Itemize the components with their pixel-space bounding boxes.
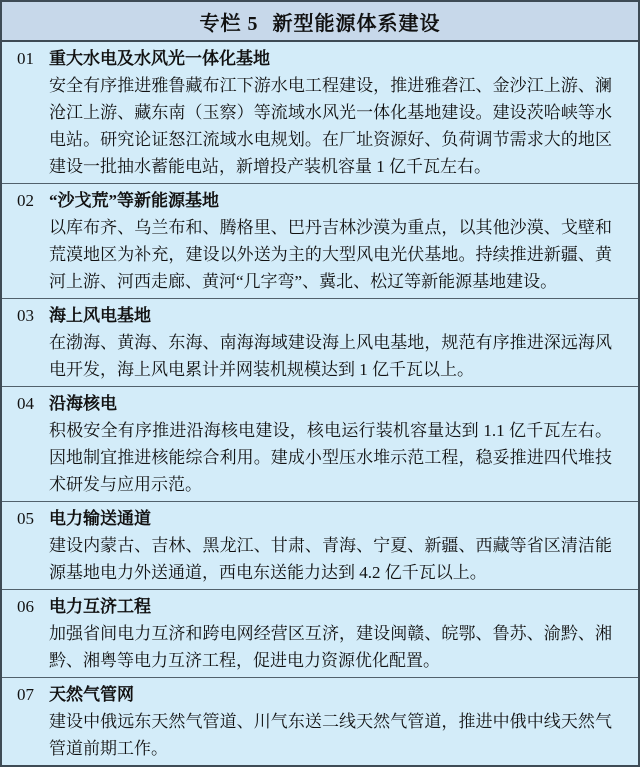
panel-title-text: 新型能源体系建设 <box>272 12 441 35</box>
section-content <box>49 681 612 762</box>
section-content <box>49 390 612 498</box>
section-content <box>49 187 612 295</box>
section-gas-pipeline <box>2 677 638 765</box>
section-body: 建设内蒙古、吉林、黑龙江、甘肃、青海、宁夏、新疆、西藏等省区清洁能源基地电力外送通道，西电东送能力达到 4.2 亿千瓦以上。 <box>49 536 612 582</box>
section-content <box>49 505 612 586</box>
section-body: 以库布齐、乌兰布和、腾格里、巴丹吉林沙漠为重点，以其他沙漠、戈壁和荒漠地区为补充，建设以外送为主的大型风电光伏基地。持续推进新疆、黄河上游、河西走廊、黄河“几字弯”、冀北、松辽等新能源基地建设。 <box>49 218 612 291</box>
section-number: 02 <box>17 191 34 210</box>
section-title: 电力互济工程 <box>49 597 151 616</box>
section-title: “沙戈荒”等新能源基地 <box>49 191 219 210</box>
section-body: 积极安全有序推进沿海核电建设，核电运行装机容量达到 1.1 亿千瓦左右。因地制宜推进核能综合利用。建成小型压水堆示范工程，稳妥推进四代堆技术研发与应用示范。 <box>49 421 612 494</box>
section-desert-renewables <box>2 183 638 298</box>
section-title: 电力输送通道 <box>49 509 151 528</box>
section-number: 04 <box>17 394 34 413</box>
section-power-transmission <box>2 501 638 589</box>
panel-title-prefix: 专栏 5 <box>199 12 259 35</box>
section-content <box>49 593 612 674</box>
section-title: 重大水电及水风光一体化基地 <box>49 49 270 68</box>
section-number: 07 <box>17 685 34 704</box>
section-title: 海上风电基地 <box>49 306 151 325</box>
section-content <box>49 302 612 383</box>
section-body: 在渤海、黄海、东海、南海海域建设海上风电基地，规范有序推进深远海风电开发，海上风电累计并网装机规模达到 1 亿千瓦以上。 <box>49 333 612 379</box>
section-number: 06 <box>17 597 34 616</box>
section-hydropower <box>2 42 638 183</box>
section-title: 天然气管网 <box>49 685 134 704</box>
panel-header <box>2 2 638 42</box>
section-number: 01 <box>17 49 34 68</box>
section-grid-interconnection <box>2 589 638 677</box>
section-title: 沿海核电 <box>49 394 117 413</box>
section-body: 安全有序推进雅鲁藏布江下游水电工程建设，推进雅砻江、金沙江上游、澜沧江上游、藏东南（玉察）等流域水风光一体化基地建设。建设茨哈峡等水电站。研究论证怒江流域水电规划。在厂址资源好、负荷调节需求大的地区建设一批抽水蓄能电站，新增投产装机容量 1 亿千瓦左右。 <box>49 76 612 176</box>
section-body: 建设中俄远东天然气管道、川气东送二线天然气管道，推进中俄中线天然气管道前期工作。 <box>49 712 612 758</box>
section-body: 加强省间电力互济和跨电网经营区互济，建设闽赣、皖鄂、鲁苏、渝黔、湘黔、湘粤等电力互济工程，促进电力资源优化配置。 <box>49 624 612 670</box>
section-number: 03 <box>17 306 34 325</box>
section-content <box>49 45 612 180</box>
section-offshore-wind <box>2 298 638 386</box>
section-coastal-nuclear <box>2 386 638 501</box>
section-number: 05 <box>17 509 34 528</box>
panel-title <box>200 7 441 36</box>
